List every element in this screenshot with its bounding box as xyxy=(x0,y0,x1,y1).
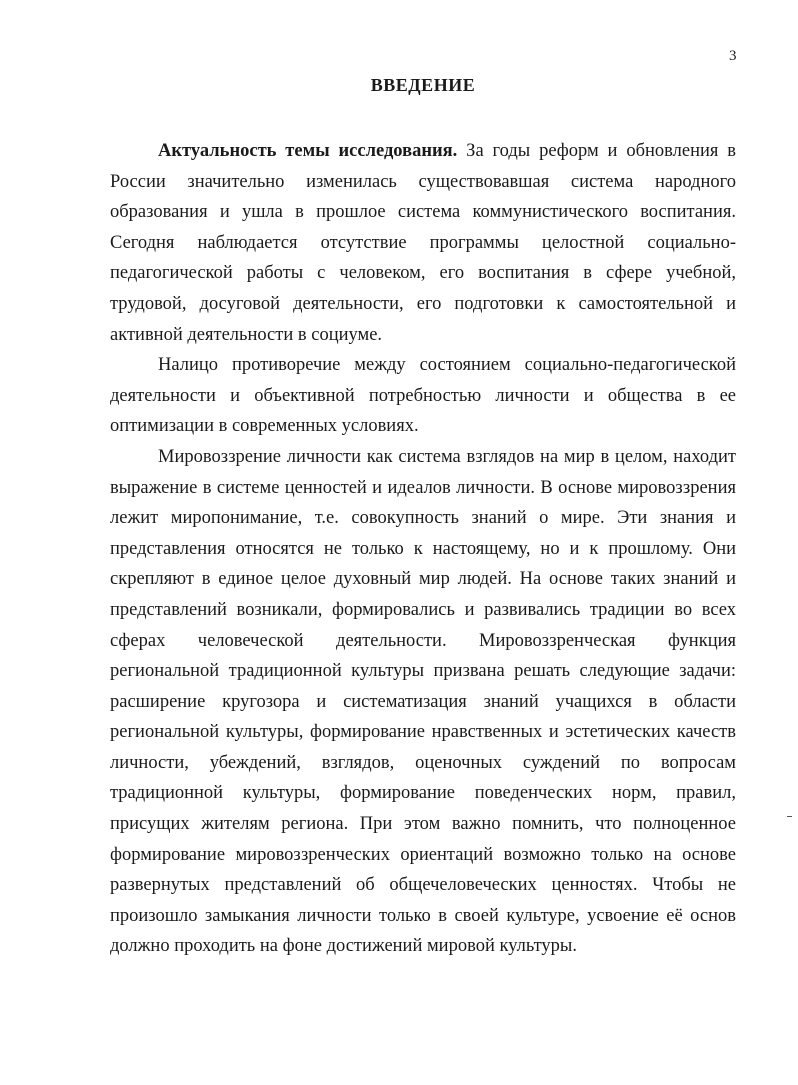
paragraph-relevance xyxy=(110,136,736,350)
paragraph-contradiction: Налицо противоречие между состоянием социально-педагогической деятельности и объективной потребностью личности и общества в ее оптимизации в современных условиях. xyxy=(110,355,736,437)
paragraph-worldview: Мировоззрение личности как система взглядов на мир в целом, находит выражение в системе ценностей и идеалов личности. В основе мировоззрения лежит миропонимание, т.е. совокупность знаний о мире. Эти знания и представления относятся не только к настоящему, но и к прошлому. Они скрепляют в единое целое духовный мир людей. На основе таких знаний и представлений возникали, формировались и развивались традиции во всех сферах человеческой деятельности. Мировоззренческая функция региональной традиционной культуры призвана решать следующие задачи: расширение кругозора и систематизация знаний учащихся в области региональной культуры, формирование нравственных и эстетических качеств личности, убеждений, взглядов, оценочных суждений по вопросам традиционной культуры, формирование поведенческих норм, правил, присущих жителям региона. При этом важно помнить, что полноценное формирование мировоззренческих ориентаций возможно только на основе развернутых представлений об общечеловеческих ценностях. Чтобы не произошло замыкания личности только в своей культуре, усвоение её основ должно проходить на фоне достижений мировой культуры. xyxy=(110,446,736,957)
page-heading: ВВЕДЕНИЕ xyxy=(370,75,476,95)
margin-mark xyxy=(787,816,792,817)
paragraph-text: За годы реформ и обновления в России значительно изменилась существовавшая система народного образования и ушла в прошлое система коммунистического воспитания. Сегодня наблюдается отсутствие программы целостной социально-педагогической работы с человеком, его воспитания в сфере учебной, трудовой, досуговой деятельности, его подготовки к самостоятельной и активной деятельности в социуме. xyxy=(110,141,736,345)
body-text xyxy=(110,136,736,962)
page-number: 3 xyxy=(729,48,737,64)
paragraph-lead-bold: Актуальность темы исследования. xyxy=(158,141,458,161)
